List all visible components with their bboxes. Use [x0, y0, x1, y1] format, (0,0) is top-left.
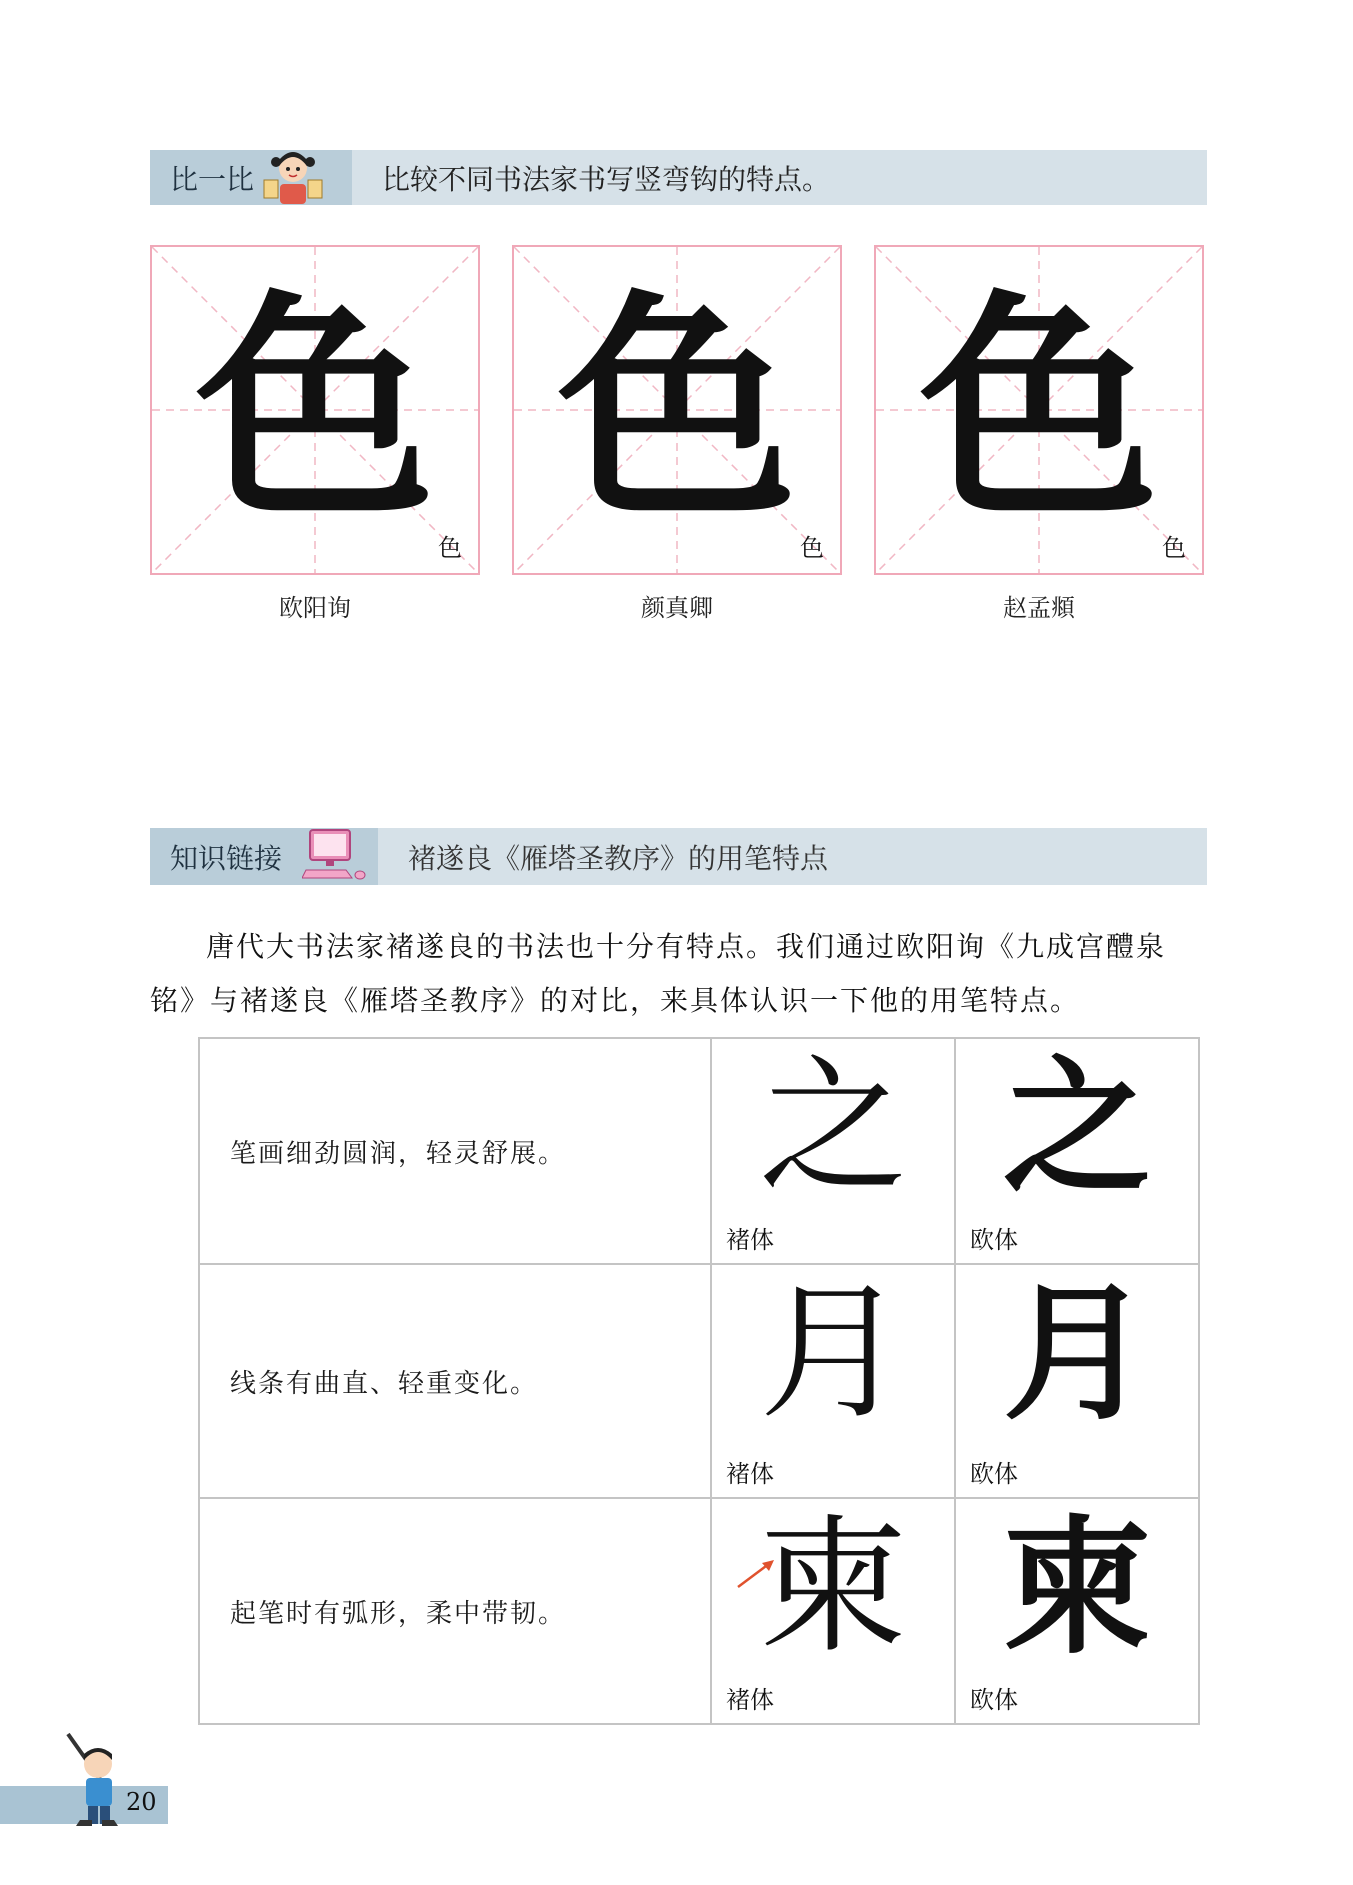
page-number: 20	[126, 1788, 157, 1816]
large-character: 色	[556, 269, 797, 551]
ou-sample-cell	[955, 1498, 1199, 1724]
small-character: 色	[1162, 534, 1186, 562]
artist-label: 欧阳询	[279, 594, 351, 622]
char-grid-yan	[512, 245, 842, 575]
knowledge-tag-label: 知识链接	[170, 841, 283, 875]
table-row	[199, 1038, 1199, 1264]
knowledge-title: 褚遂良《雁塔圣教序》的用笔特点	[408, 841, 829, 875]
knowledge-tag	[150, 828, 378, 885]
intro-paragraph: 唐代大书法家褚遂良的书法也十分有特点。我们通过欧阳询《九成宫醴泉铭》与褚遂良《雁塔圣教序》的对比，来具体认识一下他的用笔特点。	[150, 930, 1167, 1017]
table-row	[199, 1264, 1199, 1498]
large-character: 色	[194, 269, 435, 551]
ou-label: 欧体	[970, 1460, 1018, 1488]
char-grid-zhao	[874, 245, 1204, 575]
comparison-table	[198, 1037, 1200, 1725]
ou-character: 月	[1003, 1266, 1151, 1440]
compare-banner	[150, 150, 1207, 205]
small-character: 色	[800, 534, 824, 562]
chu-label: 褚体	[726, 1226, 774, 1254]
compare-tag-label: 比一比	[170, 162, 255, 196]
artist-label: 颜真卿	[641, 594, 713, 622]
ou-character: 之	[1003, 1040, 1151, 1214]
boy-with-brush-icon	[62, 1730, 132, 1830]
chu-label: 褚体	[726, 1686, 774, 1714]
chu-character: 之	[759, 1041, 907, 1213]
chu-sample-cell	[711, 1038, 955, 1264]
table-row	[199, 1498, 1199, 1724]
row-description: 笔画细劲圆润，轻灵舒展。	[199, 1038, 711, 1264]
chu-sample-cell	[711, 1264, 955, 1498]
row-description: 起笔时有弧形，柔中带韧。	[199, 1498, 711, 1724]
small-character: 色	[438, 534, 462, 562]
large-character: 色	[918, 269, 1159, 551]
compare-instruction: 比较不同书法家书写竖弯钩的特点。	[382, 162, 831, 196]
ou-sample-cell	[955, 1264, 1199, 1498]
chu-label: 褚体	[726, 1460, 774, 1488]
ou-label: 欧体	[970, 1226, 1018, 1254]
ou-sample-cell	[955, 1038, 1199, 1264]
row-description: 线条有曲直、轻重变化。	[199, 1264, 711, 1498]
ou-character: 柬	[1003, 1500, 1151, 1674]
computer-icon	[302, 828, 368, 882]
artist-label: 赵孟頫	[1003, 594, 1075, 622]
char-grid-ouyang	[150, 245, 480, 575]
knowledge-banner	[150, 828, 1207, 885]
compare-tag	[150, 150, 352, 205]
chu-character: 柬	[759, 1501, 907, 1673]
ou-label: 欧体	[970, 1686, 1018, 1714]
chu-sample-cell	[711, 1498, 955, 1724]
girl-mascot-icon	[260, 144, 326, 204]
chu-character: 月	[759, 1267, 907, 1439]
